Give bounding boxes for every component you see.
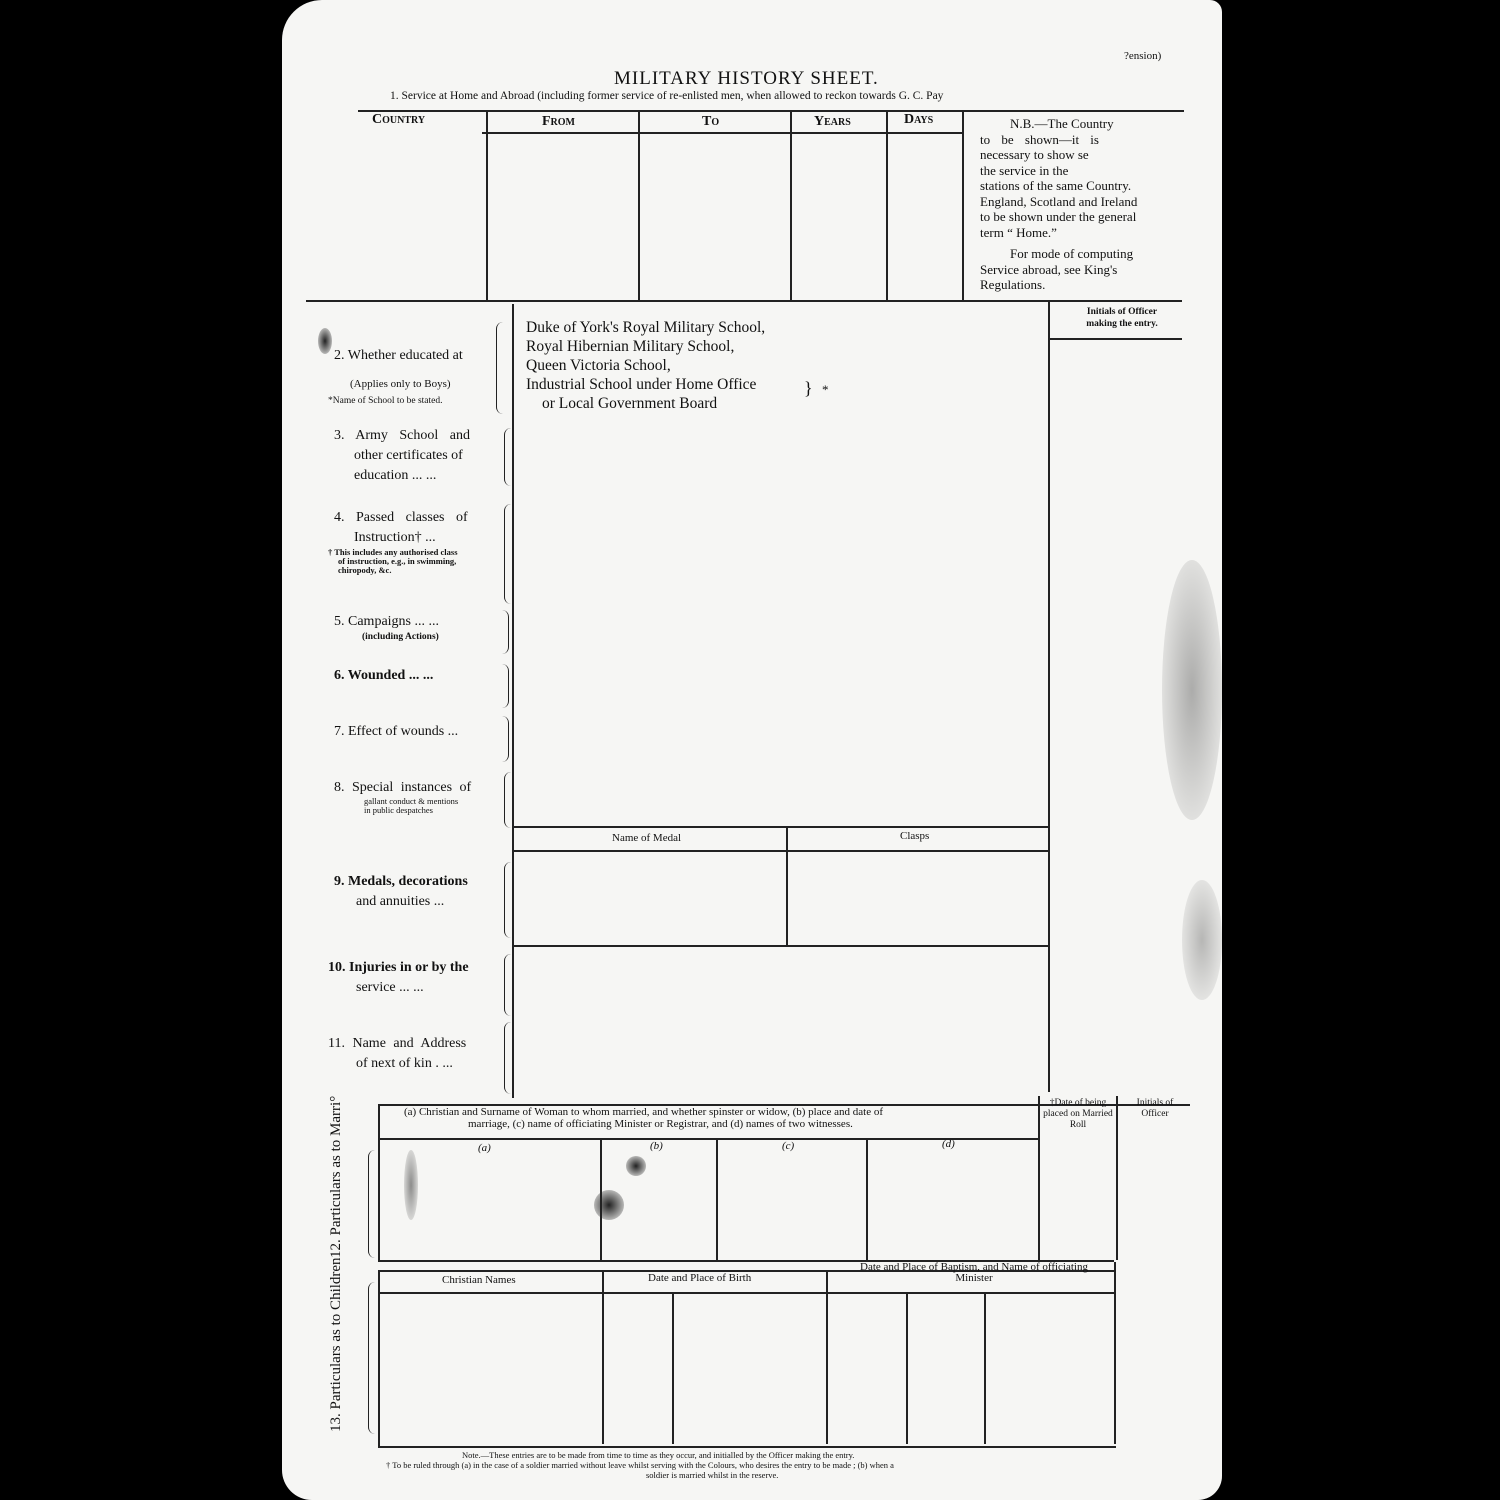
clasps-header: Clasps <box>900 830 930 842</box>
children-col-birth: Date and Place of Birth <box>648 1272 752 1284</box>
marriage-col-d: (d) <box>942 1138 955 1150</box>
col-country: Country <box>372 112 426 127</box>
item3-label: 3. Army School and other certificates of education ... ... <box>334 428 470 483</box>
col-years: Years <box>814 114 851 129</box>
children-side-label: 13. Particulars as to Children <box>328 1257 344 1432</box>
item6-label: 6. Wounded ... ... <box>334 668 434 683</box>
marriage-header: (a) Christian and Surname of Woman to whom married, and whether spinster or widow, (b) place and date of marriage, (c) name of officiating Minister or Registrar, and (d) names of two witnesses. <box>404 1106 884 1130</box>
col-to: To <box>702 114 720 129</box>
item8-label: 8. Special instances of <box>334 780 472 795</box>
item8-sub: gallant conduct & mentions in public despatches <box>364 796 459 815</box>
item5-sub: (including Actions) <box>362 632 439 642</box>
marriage-col-c: (c) <box>782 1140 795 1152</box>
section1-heading: 1. Service at Home and Abroad (including former service of re-enlisted men, when allowed to reckon towards G. C. Pay <box>390 90 944 102</box>
item7-label: 7. Effect of wounds ... <box>334 724 459 739</box>
marriage-initials-header: Initials of Officer <box>1136 1098 1174 1119</box>
item2-sub2: *Name of School to be stated. <box>328 396 443 406</box>
item2-label: 2. Whether educated at <box>334 348 463 363</box>
nb-note: N.B.—The Country to be shown—it is necessary to show se the service in the stations of the same Country. England, Scotland and Ireland to be shown under the general term “ Home.” For mode of computing Service abroad, see King's Regulations. <box>980 116 1138 292</box>
col-days: Days <box>904 112 934 127</box>
marriage-col-b: (b) <box>650 1140 663 1152</box>
item4-label: 4. Passed classes of Instruction† ... <box>334 510 468 545</box>
item9-label: 9. Medals, decorations and annuities ... <box>334 874 468 909</box>
col-from: From <box>542 114 575 129</box>
marriage-side-label: 12. Particulars as to Marri° <box>328 1095 344 1258</box>
item2-sub1: (Applies only to Boys) <box>350 378 451 390</box>
children-col-baptism: Date and Place of Baptism, and Name of officiating Minister <box>860 1261 1088 1284</box>
corner-note: ?ension) <box>1124 50 1162 62</box>
medal-name-header: Name of Medal <box>612 832 682 844</box>
children-col-names: Christian Names <box>442 1274 516 1286</box>
married-roll-header: †Date of being placed on Married Roll <box>1043 1098 1113 1130</box>
item10-label: 10. Injuries in or by the service ... ... <box>328 960 469 995</box>
initials-header: Initials of Officer making the entry. <box>1086 307 1158 329</box>
footnote: Note.—These entries are to be made from time to time as they occur, and initialled by the Officer making the entry. † To be ruled through (a) in the case of a soldier married without leave whilst serving with the Colours, who desires the entry to be made ; (b) when a soldier is married whilst in the reserve. <box>386 1450 894 1480</box>
schools-list: Duke of York's Royal Military School, Royal Hibernian Military School, Queen Victoria School, Industrial School under Home Office or Local Government Board <box>526 319 766 412</box>
page-title: MILITARY HISTORY SHEET. <box>614 68 879 89</box>
record-sheet: ?ension) MILITARY HISTORY SHEET. 1. Service at Home and Abroad (including former service of re-enlisted men, when allowed to reckon towards G. C. Pay Country From To Years Days N.B.—The Country to be shown—it is necessary to show se the service in the stations of the same Country. England, Scotland and Ireland to be shown under the general term “ Home.” For mode of computing Service abroad, see King's Regulations. Initials of Officer making the entry. Duke of York's Royal Military School, Royal Hibernian Military School, Queen Victoria School, Industrial School under Home Office or Local Government Board } * 2. Whether educated at (Applies only to Boys) *Name of School to be stated. 3. Army School and other certificates of education ... ... 4. Passed classes of Instruction† ... † This includes any authorised class of instruction, e.g., in swimming, chiropody, &c. 5. Campaigns ... ... (including Actions) 6. Wounded ... ... 7. Effect of wounds ... 8. Special instances of gallant conduct & mentions in public despatches 9. Medals, decorations and annuities ... 10. Injuries in or by the service ... ... 11. Name and Address of next of kin . ... Name of Medal Clasps 12. Particulars as to Marri° (a) Christian and Surname of Woman to whom married, and whether spinster or widow, (b) place and date of marriage, (c) name of officiating Minister or Registrar, and (d) names of two witnesses. (a) (b) (c) (d) †Date of being placed on Married Roll Initials of Officer 13. Particulars as to Children Christian Names Date and Place of Birth Date and Place of Baptism, and Name of officiating Minister Note.—These entries are to be made from time to time as they occur, and initialled by the Officer making the entry. † To be ruled through (a) in the case of a soldier married without leave whilst serving with the Colours, who desires the entry to be made ; (b) when a soldier is married whilst in the reserve. <box>282 0 1222 1500</box>
item11-label: 11. Name and Address of next of kin . ... <box>328 1036 467 1071</box>
marriage-col-a: (a) <box>478 1142 491 1154</box>
item5-label: 5. Campaigns ... ... <box>334 614 439 629</box>
item4-note: † This includes any authorised class of instruction, e.g., in swimming, chiropody, &c. <box>328 547 458 575</box>
